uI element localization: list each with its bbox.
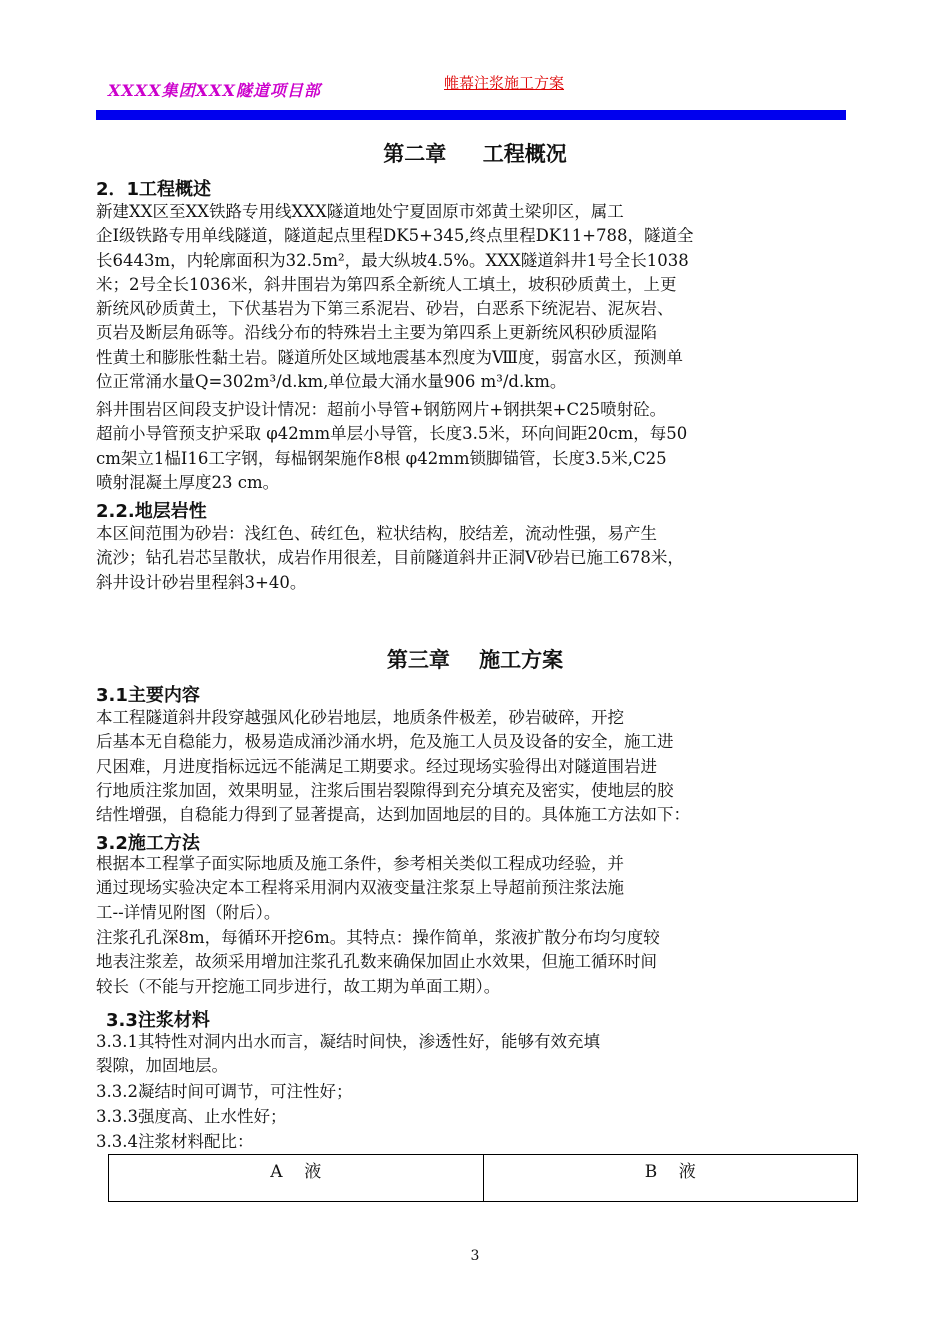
header-rule [96,110,846,120]
chapter2-title: 第二章 工程概况 [383,142,567,166]
section-3-3-item1: 3.3.1其特性对洞内出水而言，凝结时间快，渗透性好，能够有效充填 裂隙，加固地层。 [96,1032,600,1076]
section-2-1-para2: 斜井围岩区间段支护设计情况：超前小导管+钢筋网片+钢拱架+C25喷射砼。 超前小导管预支护采取 φ42mm单层小导管，长度3.5米，环向间距20cm，每50 cm架立1榀I16工字钢，每榀钢架施作8根 φ42mm锁脚锚管，长度3.5米,C25 喷射混凝土厚度23 cm。 [96,400,688,492]
header-org: XXXX集团XXX隧道项目部 [108,81,321,100]
section-3-3-item4: 3.3.4注浆材料配比： [96,1132,254,1151]
section-2-2-para: 本区间范围为砂岩：浅红色、砖红色，粒状结构，胶结差，流动性强，易产生 流沙；钻孔岩芯呈散状，成岩作用很差，目前隧道斜井正洞Ⅴ砂岩已施工678米， 斜井设计砂岩里程斜3+40。 [96,524,684,592]
page-number: 3 [470,1248,480,1264]
chapter3-title: 第三章 施工方案 [386,648,564,672]
header-doc-title: 帷幕注浆施工方案 [444,74,565,92]
table-header-b: B 液 [483,1155,858,1202]
table-header-a: A 液 [109,1155,484,1202]
section-3-2-heading: 3.2施工方法 [96,833,200,854]
section-3-2-para1: 根据本工程掌子面实际地质及施工条件，参考相关类似工程成功经验，并 通过现场实验决定本工程将采用洞内双液变量注浆泵上导超前预注浆法施 工--详情见附图（附后）。 [96,854,624,922]
table-row [109,1155,858,1202]
section-2-1-para1: 新建XX区至XX铁路专用线XXX隧道地处宁夏固原市郊黄土梁卯区，属工 企Ⅰ级铁路专用单线隧道，隧道起点里程DK5+345,终点里程DK11+788，隧道全 长6443m，内轮廓面积为32.5m²，最大纵坡4.5%。XXX隧道斜井1号全长1038 米；2号全长1036米，斜井围岩为第四系全新统人工填土，坡积砂质黄土，上更 新统风砂质黄土，下伏基岩为下第三系泥岩、砂岩，白恶系下统泥岩、泥灰岩、 页岩及断层角砾等。沿线分布的特殊岩土主要为第四系上更新统风积砂质湿陷 性黄土和膨胀性黏土岩。隧道所处区域地震基本烈度为Ⅷ度，弱富水区，预测单 位正常涌水量Q=302m³/d.km,单位最大涌水量906 m³/d.km。 [96,202,694,392]
section-3-1-para: 本工程隧道斜井段穿越强风化砂岩地层，地质条件极差，砂岩破碎，开挖 后基本无自稳能力，极易造成涌沙涌水坍，危及施工人员及设备的安全，施工进 尺困难，月进度指标远远不能满足工期要求。经过现场实验得出对隧道围岩进 行地质注浆加固，效果明显，注浆后围岩裂隙得到充分填充及密实，使地层的胶 结性增强，自稳能力得到了显著提高，达到加固地层的目的。具体施工方法如下： [96,708,690,825]
grout-mix-table [108,1154,858,1202]
section-3-3-item2: 3.3.2凝结时间可调节，可注性好； [96,1082,353,1101]
section-3-3-item3: 3.3.3强度高、止水性好； [96,1107,287,1126]
section-2-1-heading: 2．1工程概述 [96,179,212,200]
section-2-2-heading: 2.2.地层岩性 [96,501,207,522]
section-3-2-para2: 注浆孔孔深8m，每循环开挖6m。其特点：操作简单，浆液扩散分布均匀度较 地表注浆差，故须采用增加注浆孔孔数来确保加固止水效果，但施工循环时间 较长（不能与开挖施工同步进行，故工期为单面工期）。 [96,928,660,996]
section-3-1-heading: 3.1主要内容 [96,685,200,706]
section-3-3-heading: 3.3注浆材料 [106,1010,210,1031]
